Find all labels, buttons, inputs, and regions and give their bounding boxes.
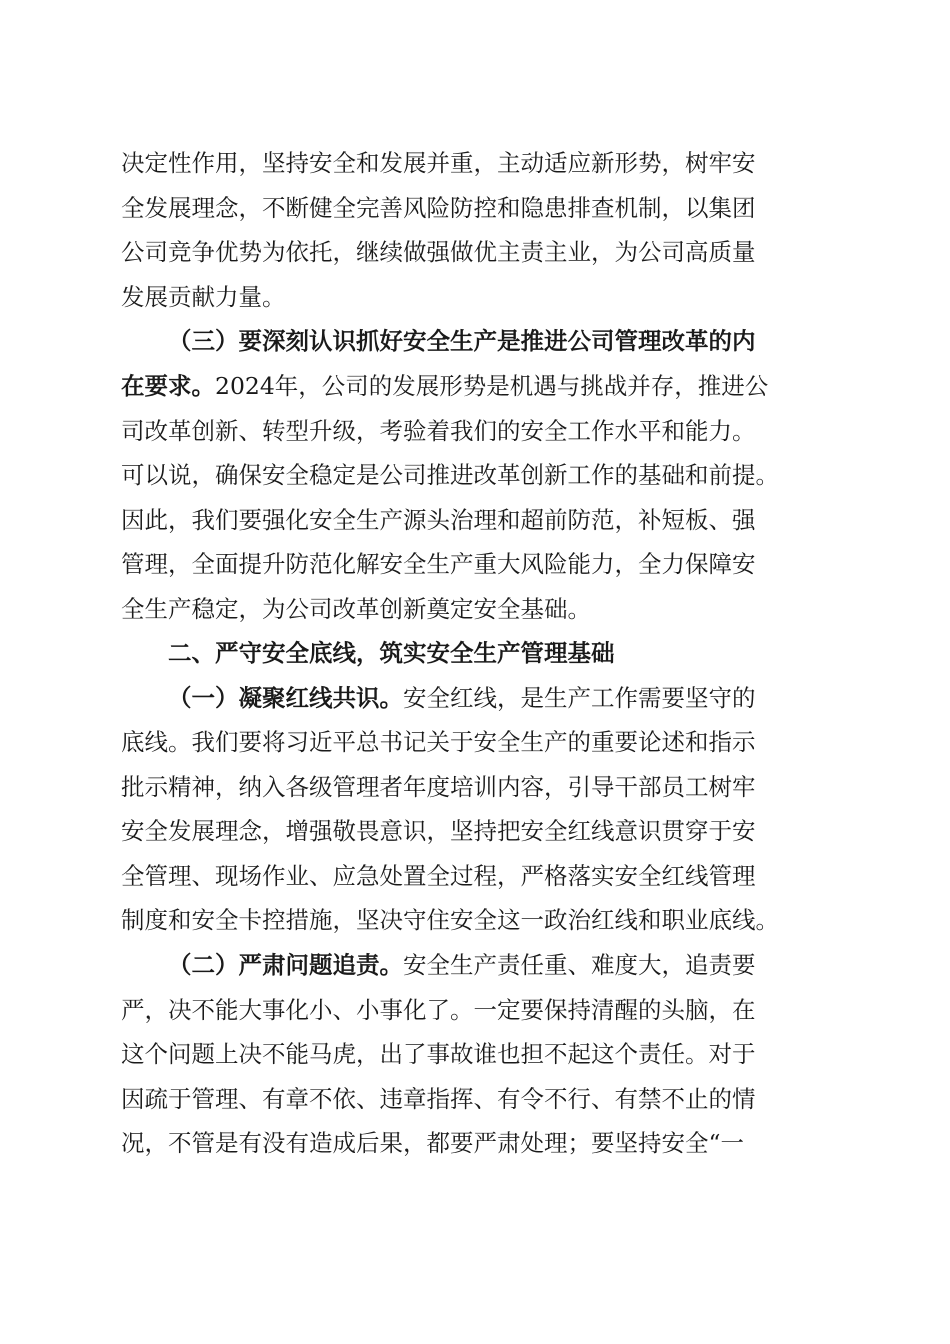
text-line: 底线。我们要将习近平总书记关于安全生产的重要论述和指示 [121, 728, 756, 756]
text-line: 发展贡献力量。 [121, 283, 286, 311]
text-line: 公司竞争优势为依托，继续做强做优主责主业，为公司高质量 [121, 238, 756, 266]
text-line: 况，不管是有没有造成后果，都要严肃处理；要坚持安全“一 [121, 1129, 745, 1157]
text-line [121, 371, 841, 401]
text-line [168, 683, 888, 713]
text-line: 批示精神，纳入各级管理者年度培训内容，引导干部员工树牢 [121, 773, 756, 801]
text-line: 这个问题上决不能马虎，出了事故谁也担不起这个责任。对于 [121, 1040, 756, 1068]
text-line: 严，决不能大事化小、小事化了。一定要保持清醒的头脑，在 [121, 996, 756, 1024]
text-run: 2024年，公司的发展形势是机遇与挑战并存，推进公 [215, 372, 769, 400]
bold-lead: （三）要深刻认识抓好安全生产是推进公司管理改革的内 [168, 327, 756, 355]
section-heading: 二、严守安全底线，筑实安全生产管理基础 [168, 639, 615, 667]
bold-lead: （二）严肃问题追责。 [168, 951, 403, 979]
text-line [168, 950, 888, 980]
text-line: 全管理、现场作业、应急处置全过程，严格落实安全红线管理 [121, 862, 756, 890]
text-run: 安全红线，是生产工作需要坚守的 [403, 684, 756, 712]
text-line: 全发展理念，不断健全完善风险防控和隐患排查机制，以集团 [121, 194, 756, 222]
text-line: 因此，我们要强化安全生产源头治理和超前防范，补短板、强 [121, 506, 756, 534]
text-line [168, 326, 888, 356]
text-run: 安全生产责任重、难度大，追责要 [403, 951, 756, 979]
text-line: 因疏于管理、有章不依、违章指挥、有令不行、有禁不止的情 [121, 1085, 756, 1113]
text-line: 可以说，确保安全稳定是公司推进改革创新工作的基础和前提。 [121, 461, 779, 489]
text-line: 安全发展理念，增强敬畏意识，坚持把安全红线意识贯穿于安 [121, 817, 756, 845]
bold-lead: （一）凝聚红线共识。 [168, 684, 403, 712]
text-line: 制度和安全卡控措施，坚决守住安全这一政治红线和职业底线。 [121, 906, 779, 934]
bold-lead: 在要求。 [121, 372, 215, 400]
text-line: 司改革创新、转型升级，考验着我们的安全工作水平和能力。 [121, 417, 756, 445]
text-line: 决定性作用，坚持安全和发展并重，主动适应新形势，树牢安 [121, 149, 756, 177]
text-line: 管理，全面提升防范化解安全生产重大风险能力，全力保障安 [121, 550, 756, 578]
text-line: 全生产稳定，为公司改革创新奠定安全基础。 [121, 595, 591, 623]
